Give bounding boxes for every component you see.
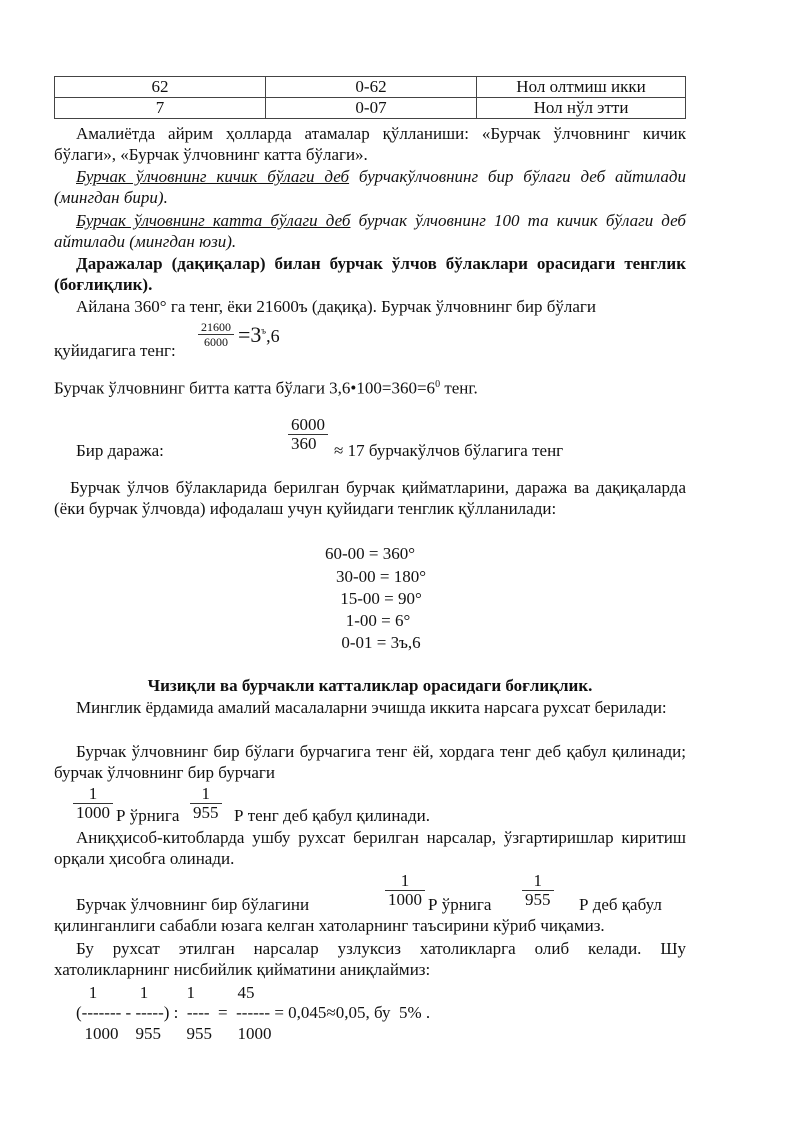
- statement-tail: тенг.: [440, 378, 478, 398]
- underlined-term: Бурчак ўлчовнинг кичик бўлаги деб: [76, 167, 350, 186]
- inline-text: Р ўрнига: [428, 895, 492, 914]
- table-cell: 7: [55, 98, 266, 119]
- table-cell: Нол нўл этти: [477, 98, 686, 119]
- fraction-numerator: 1: [73, 785, 113, 804]
- formula-main: (------- - -----) : ---- = ------ = 0,045≈0,05, бу 5% .: [76, 1003, 431, 1022]
- table-cell: 0-62: [266, 77, 477, 98]
- definition-text: бурчак ўлчовнинг 100 та кичик бўлаги деб айтилади (мингдан юзи).: [54, 211, 686, 251]
- table-cell: 62: [55, 77, 266, 98]
- equality-line: 1-00 = 6°: [345, 611, 411, 630]
- fraction-denominator: 6000: [204, 335, 228, 349]
- table-row: [55, 77, 686, 98]
- paragraph-large-division: [54, 210, 686, 252]
- fraction-numerator: 1: [522, 872, 554, 891]
- underlined-term: Бурчак ўлчовнинг катта бўлаги деб: [76, 211, 351, 230]
- fraction-numerator: 21600: [198, 320, 234, 335]
- fraction-denominator: 360: [291, 434, 317, 453]
- equality-line: 15-00 = 90°: [340, 589, 422, 608]
- inline-text: Бурчак ўлчовнинг бир бўлагини: [76, 895, 310, 914]
- fraction-denominator: 955: [193, 803, 219, 822]
- paragraph-large-part: [54, 374, 478, 399]
- degree-superscript: 0: [435, 379, 441, 390]
- fraction: [198, 320, 234, 349]
- fraction-denominator: 955: [525, 890, 551, 909]
- table-cell: Нол олтмиш икки: [477, 77, 686, 98]
- fraction-denominator: 1000: [388, 890, 422, 909]
- fraction: [190, 785, 222, 822]
- paragraph-errors-line: қилинганлиги сабабли юзага келган хатоларнинг таъсирини кўриб чиқамиз.: [54, 916, 605, 935]
- section-heading: Чизиқли ва бурчакли катталиклар орасидаги боғлиқлик.: [147, 676, 593, 695]
- formula-denominators: 1000 955 955 1000: [76, 1024, 272, 1043]
- table-cell: 0-07: [266, 98, 477, 119]
- fraction-numerator: 1: [190, 785, 222, 804]
- section-heading: Даражалар (дақиқалар) билан бурчак ўлчов бўлаклари орасидаги тенглик (боғлиқлик).: [54, 254, 686, 294]
- table-row: [55, 98, 686, 119]
- number-reading-table: [54, 76, 686, 119]
- result-value: =3: [238, 322, 262, 347]
- equality-line: 60-00 = 360°: [324, 544, 416, 563]
- fraction: [73, 785, 113, 822]
- paragraph-conversion: Бурчак ўлчов бўлакларида берилган бурчак қийматларини, даража ва дақиқаларда (ёки бурчак ўлчовда) ифодалаш учун қуйидаги тенглик қўлланилади:: [54, 478, 686, 518]
- definition-text: бурчакўлчовнинг бир бўлаги деб айтилади (мингдан бири).: [54, 167, 686, 207]
- paragraph-circle-cont: қуйидагига тенг:: [54, 341, 176, 360]
- fraction: [522, 872, 554, 909]
- formula-numerators: 1 1 1 45: [76, 983, 255, 1002]
- fraction: [288, 416, 328, 453]
- equality-line: 30-00 = 180°: [335, 567, 427, 586]
- fraction-numerator: 1: [385, 872, 425, 891]
- statement-text: Бурчак ўлчовнинг битта катта бўлаги 3,6•100=360=6: [54, 378, 436, 398]
- one-degree-result: ≈ 17 бурчакўлчов бўлагига тенг: [334, 441, 564, 460]
- paragraph-permissions: Минглик ёрдамида амалий масалаларни эчишда иккита нарсага рухсат берилади:: [76, 698, 667, 717]
- equality-line: 0-01 = 3ъ,6: [341, 633, 421, 652]
- paragraph-circle: Айлана 360° га тенг, ёки 21600ъ (дақиқа). Бурчак ўлчовнинг бир бўлаги: [76, 297, 596, 316]
- fraction-result: [238, 322, 280, 348]
- paragraph-relative-error: Бу рухсат этилган нарсалар узлуксиз хатоликларга олиб келади. Шу хатоликларнинг нисбийлик қийматини аниқлаймиз:: [54, 939, 686, 979]
- paragraph-corrections: Аниқҳисоб-китобларда ушбу рухсат берилган нарсалар, ўзгартиришлар киритиш орқали ҳисобга олинади.: [54, 828, 686, 868]
- minute-mark: ъ: [261, 325, 267, 336]
- inline-text: Р тенг деб қабул қилинади.: [234, 806, 430, 825]
- inline-text: Р ўрнига: [116, 806, 180, 825]
- result-tail: ,6: [266, 326, 280, 346]
- inline-text: Р деб қабул: [579, 895, 662, 914]
- fraction-denominator: 1000: [76, 803, 110, 822]
- paragraph-small-division: [54, 166, 686, 208]
- fraction: [385, 872, 425, 909]
- paragraph-arc-chord: Бурчак ўлчовнинг бир бўлаги бурчагига тенг ёй, хордага тенг деб қабул қилинади; бурчак ўлчовнинг бир бурчаги: [54, 742, 686, 782]
- one-degree-label: Бир даража:: [76, 441, 164, 460]
- paragraph-terms: Амалиётда айрим ҳолларда атамалар қўлланиши: «Бурчак ўлчовнинг кичик бўлаги», «Бурчак ўлчовнинг катта бўлаги».: [54, 124, 686, 164]
- fraction-numerator: 6000: [288, 416, 328, 435]
